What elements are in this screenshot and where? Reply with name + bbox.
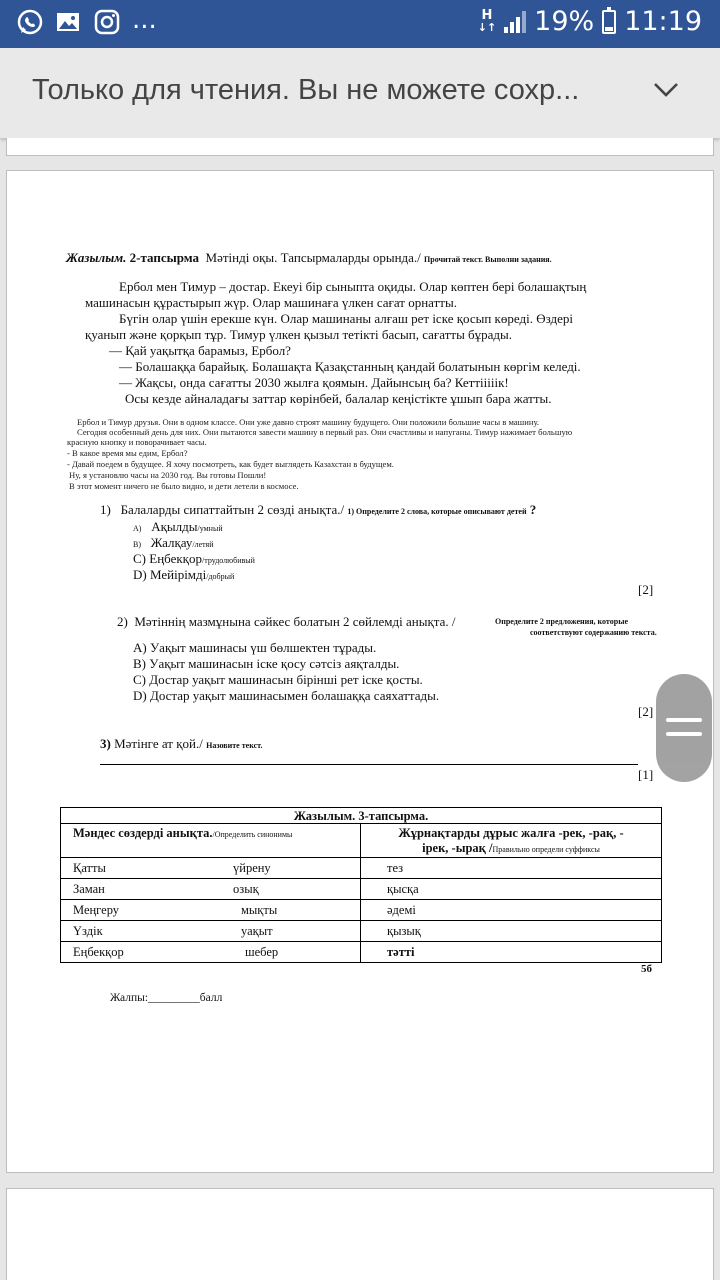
- clock: 11:19: [624, 6, 702, 37]
- story-line: — Қай уақытқа барамыз, Ербол?: [109, 343, 291, 358]
- question-2-ru: соответствуют содержанию текста.: [530, 628, 657, 637]
- signal-icon: [504, 11, 526, 33]
- chevron-down-icon[interactable]: [652, 80, 680, 100]
- battery-icon: [602, 10, 616, 34]
- table-title: Жазылым. 3-тапсырма.: [61, 808, 662, 824]
- table-left-header: Мәндес сөздерді анықта./Определить синонимы: [61, 824, 361, 858]
- total-score: Жалпы:_________балл: [110, 992, 223, 1004]
- q1-points: [2]: [638, 582, 654, 597]
- story-line: машинасын құрастырып жүр. Олар машинаға үлкен сағат орнатты.: [85, 295, 457, 310]
- synonyms-table: [60, 807, 662, 963]
- story-line: — Болашаққа барайық. Болашақта Қазақстанның қандай болатынын көргім келеді.: [119, 359, 581, 374]
- question-3: 3) Мәтінге ат қой./ Назовите текст.: [100, 736, 263, 751]
- q2-option: C) Достар уақыт машинасын бірінші рет іске қосты.: [133, 672, 423, 687]
- translation-line: Ну, я установлю часы на 2030 год. Вы готовы Пошли!: [69, 470, 267, 480]
- gallery-icon: [56, 10, 82, 34]
- table-right-header: Жұрнақтарды дұрыс жалға -рек, -рақ, - ірек, -ырақ /Правильно определи суффиксы: [361, 824, 662, 858]
- story-line: — Жақсы, онда сағатты 2030 жылға қоямын. Дайынсың ба? Кеттііііік!: [119, 375, 509, 390]
- status-bar: [0, 0, 720, 48]
- question-2: 2) Мәтіннің мазмұнына сәйкес болатын 2 сөйлемді анықта. /: [117, 614, 456, 629]
- q1-option: A) Ақылды/умный: [133, 519, 223, 534]
- hplus-data-icon: H ↓↑: [477, 7, 497, 34]
- story-line: Осы кезде айналадағы заттар көрінбей, балалар кеңістікте ұшып бара жатты.: [125, 391, 552, 406]
- table-score: 5б: [641, 963, 652, 975]
- answer-line: [100, 764, 638, 765]
- scroll-handle[interactable]: [656, 674, 712, 782]
- translation-line: Сегодня особенный день для них. Они пытаются завести машину в первый раз. Они счастливы и напуганы. Тимур нажимает большую: [77, 427, 573, 437]
- translation-line: - В какое время мы едим, Ербол?: [67, 448, 188, 458]
- document-page: [6, 170, 714, 1173]
- q1-option: C) Еңбекқор/трудолюбивый: [133, 551, 255, 566]
- table-row: Заман озық қысқа: [61, 879, 662, 900]
- q2-option: D) Достар уақыт машинасымен болашаққа саяхаттады.: [133, 688, 440, 703]
- story-line: қуанып және қорқып тұр. Тимур үлкен қызыл тетікті басып, сағатты бұрады.: [85, 327, 513, 342]
- table-row: Қатты үйрену тез: [61, 858, 662, 879]
- q1-option: D) Мейірімді/добрый: [133, 567, 235, 582]
- previous-page: [6, 138, 714, 156]
- read-only-message: Только для чтения. Вы не можете сохр...: [32, 74, 580, 106]
- translation-line: красную кнопку и поворачивает часы.: [67, 437, 207, 447]
- q3-points: [1]: [638, 767, 654, 782]
- more-notifications: ...: [132, 5, 157, 35]
- q1-option: B) Жалқау/летяй: [133, 535, 214, 550]
- translation-line: В этот момент ничего не было видно, и дети летели в космосе.: [69, 481, 299, 491]
- read-only-banner[interactable]: [0, 48, 720, 138]
- table-row: Үздік уақыт қызық: [61, 921, 662, 942]
- task-heading: Жазылым. 2-тапсырма Мәтінді оқы. Тапсырмаларды орында./ Прочитай текст. Выполни задания.: [66, 250, 552, 265]
- next-page: [6, 1188, 714, 1280]
- story-line: Бүгін олар үшін ерекше күн. Олар машинаны алғаш рет іске қосып көреді. Өздері: [119, 311, 573, 326]
- q2-points: [2]: [638, 704, 654, 719]
- translation-line: - Давай поедем в будущее. Я хочу посмотреть, как будет выглядеть Казахстан в будущем.: [67, 459, 394, 469]
- question-2-ru: Определите 2 предложения, которые: [495, 617, 629, 626]
- q2-option: B) Уақыт машинасын іске қосу сәтсіз аяқталды.: [133, 656, 400, 671]
- translation-line: Ербол и Тимур друзья. Они в одном классе. Они уже давно строят машину будущего. Они положили большие часы в машину.: [77, 417, 540, 427]
- instagram-icon: [94, 9, 120, 35]
- question-1: 1) Балаларды сипаттайтын 2 сөзді анықта./ 1) Определите 2 слова, которые описывают детей ?: [100, 502, 537, 517]
- battery-percent: 19%: [534, 6, 595, 37]
- table-row: Еңбекқор шебер тәтті: [61, 942, 662, 963]
- whatsapp-icon: [16, 8, 44, 36]
- table-row: Меңгеру мықты әдемі: [61, 900, 662, 921]
- q2-option: A) Уақыт машинасы үш бөлшектен тұрады.: [133, 640, 377, 655]
- story-line: Ербол мен Тимур – достар. Екеуі бір сыныпта оқиды. Олар көптен бері болашақтың: [119, 279, 587, 294]
